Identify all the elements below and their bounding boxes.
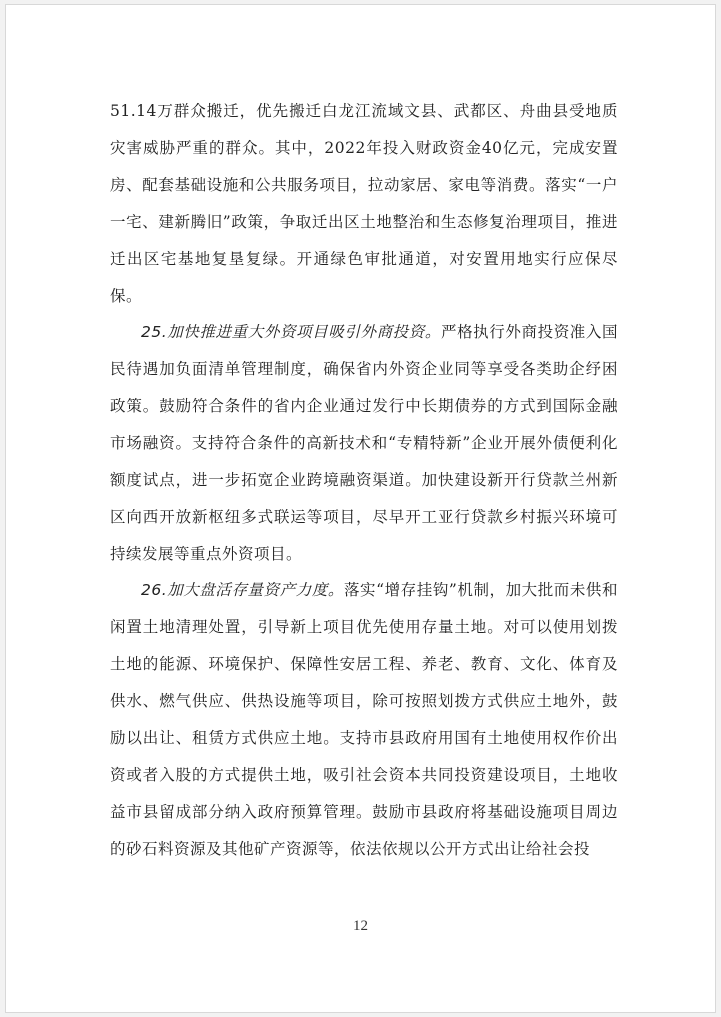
document-page	[5, 4, 716, 1013]
paragraph-text: 落实“增存挂钩”机制，加大批而未供和闲置土地清理处置，引导新上项目优先使用存量土地。对可以使用划拨土地的能源、环境保护、保障性安居工程、养老、教育、文化、体育及供水、燃气供应、供热设施等项目，除可按照划拨方式供应土地外，鼓励以出让、租赁方式供应土地。支持市县政府用国有土地使用权作价出资或者入股的方式提供土地，吸引社会资本共同投资建设项目，土地收益市县留成部分纳入政府预算管理。鼓励市县政府将基础设施项目周边的砂石料资源及其他矿产资源等，依法依规以公开方式出让给社会投	[110, 581, 618, 858]
paragraph-text: 严格执行外商投资准入国民待遇加负面清单管理制度，确保省内外资企业同等享受各类助企纾困政策。鼓励符合条件的省内企业通过发行中长期债券的方式到国际金融市场融资。支持符合条件的高新技术和“专精特新”企业开展外债便利化额度试点，进一步拓宽企业跨境融资渠道。加快建设新开行贷款兰州新区向西开放新枢纽多式联运等项目，尽早开工亚行贷款乡村振兴环境可持续发展等重点外资项目。	[110, 323, 618, 563]
paragraph-foreign-investment	[110, 314, 618, 573]
paragraph-text: 51.14万群众搬迁，优先搬迁白龙江流域文县、武都区、舟曲县受地质灾害威胁严重的群众。其中，2022年投入财政资金40亿元，完成安置房、配套基础设施和公共服务项目，拉动家居、家电等消费。落实“一户一宅、建新腾旧”政策，争取迁出区土地整治和生态修复治理项目，推进迁出区宅基地复垦复绿。开通绿色审批通道，对安置用地实行应保尽保。	[110, 102, 618, 305]
page-number: 12	[353, 918, 368, 934]
paragraph-heading: 25.加快推进重大外资项目吸引外商投资。	[141, 323, 441, 341]
paragraph-existing-assets	[110, 572, 618, 868]
paragraph-resettlement	[110, 93, 618, 315]
paragraph-heading: 26.加大盘活存量资产力度。	[141, 581, 344, 599]
